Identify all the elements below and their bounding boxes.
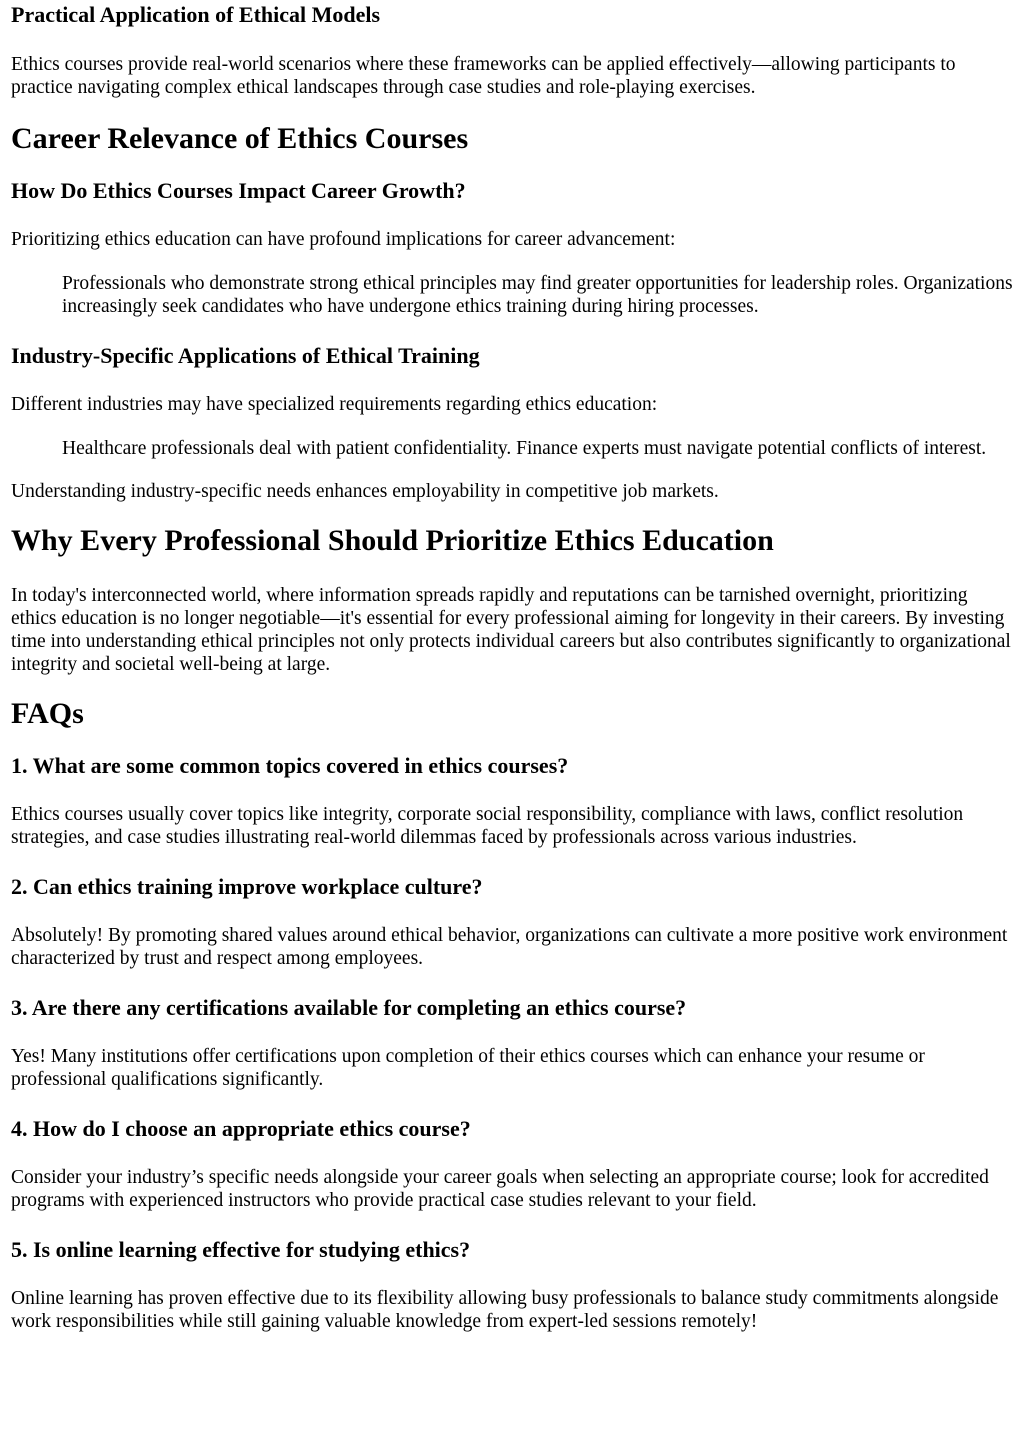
career-relevance-heading: Career Relevance of Ethics Courses — [11, 122, 469, 155]
faq-answer: Absolutely! By promoting shared values around ethical behavior, organizations can cultivate a more positive work environment characterized by trust and respect among employees. — [11, 925, 1008, 969]
faq-question: 5. Is online learning effective for studying ethics? — [11, 1237, 471, 1262]
faq-question: 3. Are there any certifications available for completing an ethics course? — [11, 995, 687, 1020]
faq-list — [11, 753, 1013, 1333]
practical-application-heading: Practical Application of Ethical Models — [11, 2, 381, 27]
faq-answer: Yes! Many institutions offer certifications upon completion of their ethics courses which can enhance your resume or professional qualifications significantly. — [11, 1046, 925, 1090]
industry-applications-heading: Industry-Specific Applications of Ethical Training — [11, 343, 480, 368]
faq-question: 1. What are some common topics covered in ethics courses? — [11, 753, 569, 778]
faq-item — [11, 1237, 1013, 1333]
faq-answer: Consider your industry’s specific needs alongside your career goals when selecting an appropriate course; look for accredited programs with experienced instructors who provide practical case studies relevant to your field. — [11, 1167, 989, 1211]
career-growth-heading: How Do Ethics Courses Impact Career Growth? — [11, 178, 466, 203]
practical-application-paragraph: Ethics courses provide real-world scenarios where these frameworks can be applied effectively—allowing participants to practice navigating complex ethical landscapes through case studies and role-playing exercises. — [11, 54, 956, 98]
faq-item — [11, 1116, 1013, 1212]
career-growth-intro: Prioritizing ethics education can have profound implications for career advancement: — [11, 229, 676, 250]
faq-answer: Online learning has proven effective due to its flexibility allowing busy professionals to balance study commitments alongside work responsibilities while still gaining valuable knowledge from expert-led sessions remotely! — [11, 1288, 999, 1332]
article — [0, 2, 1024, 1333]
faq-item — [11, 874, 1013, 970]
faq-question: 2. Can ethics training improve workplace culture? — [11, 874, 483, 899]
faq-question: 4. How do I choose an appropriate ethics course? — [11, 1116, 471, 1141]
career-growth-quote: Professionals who demonstrate strong ethical principles may find greater opportunities for leadership roles. Organizations increasingly seek candidates who have undergone ethics training during hiring processes. — [62, 273, 1013, 317]
why-prioritize-heading: Why Every Professional Should Prioritize Ethics Education — [11, 524, 774, 557]
faq-item — [11, 753, 1013, 849]
industry-applications-intro: Different industries may have specialized requirements regarding ethics education: — [11, 394, 658, 415]
faq-answer: Ethics courses usually cover topics like integrity, corporate social responsibility, compliance with laws, conflict resolution strategies, and case studies illustrating real-world dilemmas faced by professionals across various industries. — [11, 804, 964, 848]
faq-item — [11, 995, 1013, 1091]
faqs-heading: FAQs — [11, 697, 84, 730]
industry-applications-outro: Understanding industry-specific needs enhances employability in competitive job markets. — [11, 481, 719, 502]
industry-applications-quote: Healthcare professionals deal with patient confidentiality. Finance experts must navigate potential conflicts of interest. — [62, 438, 987, 459]
why-prioritize-paragraph: In today's interconnected world, where information spreads rapidly and reputations can be tarnished overnight, prioritizing ethics education is no longer negotiable—it's essential for every professional aiming for longevity in their careers. By investing time into understanding ethical principles not only protects individual careers but also contributes significantly to organizational integrity and societal well-being at large. — [11, 585, 1011, 675]
